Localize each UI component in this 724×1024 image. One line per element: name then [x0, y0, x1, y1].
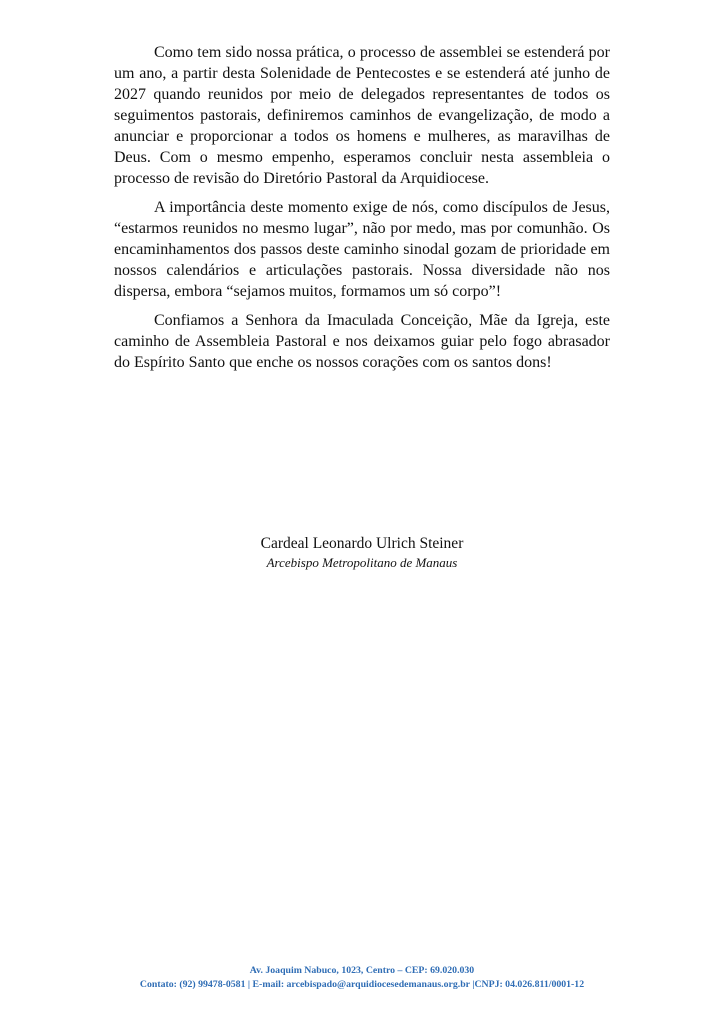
footer-address: Av. Joaquim Nabuco, 1023, Centro – CEP: 69.020.030: [249, 965, 475, 976]
paragraph-entrustment: Confiamos a Senhora da Imaculada Conceição, Mãe da Igreja, este caminho de Assembleia Pastoral e nos deixamos guiar pelo fogo abrasador do Espírito Santo que enche os nossos corações com os santos dons!: [114, 312, 610, 371]
footer-contact: Contato: (92) 99478-0581 | E-mail: arcebispado@arquidiocesedemanaus.org.br |CNPJ: 04.026.811/0001-12: [139, 979, 585, 990]
signature-block: [0, 534, 724, 571]
letterhead-footer: [0, 964, 724, 992]
letter-body: [114, 42, 610, 381]
paragraph-assembly-process: Como tem sido nossa prática, o processo de assemblei se estenderá por um ano, a partir desta Solenidade de Pentecostes e se estenderá até junho de 2027 quando reunidos por meio de delegados representantes de todos os seguimentos pastorais, definiremos caminhos de evangelização, de modo a anunciar e proporcionar a todos os homens e mulheres, as maravilhas de Deus. Com o mesmo empenho, esperamos concluir nesta assembleia o processo de revisão do Diretório Pastoral da Arquidiocese.: [114, 44, 610, 187]
signatory-name: Cardeal Leonardo Ulrich Steiner: [260, 535, 464, 552]
signatory-role: Arcebispo Metropolitano de Manaus: [266, 555, 458, 570]
paragraph-importance: A importância deste momento exige de nós, como discípulos de Jesus, “estarmos reunidos no mesmo lugar”, não por medo, mas por comunhão. Os encaminhamentos dos passos deste caminho sinodal gozam de prioridade em nossos calendários e articulações pastorais. Nossa diversidade não nos dispersa, embora “sejamos muitos, formamos um só corpo”!: [114, 199, 610, 300]
